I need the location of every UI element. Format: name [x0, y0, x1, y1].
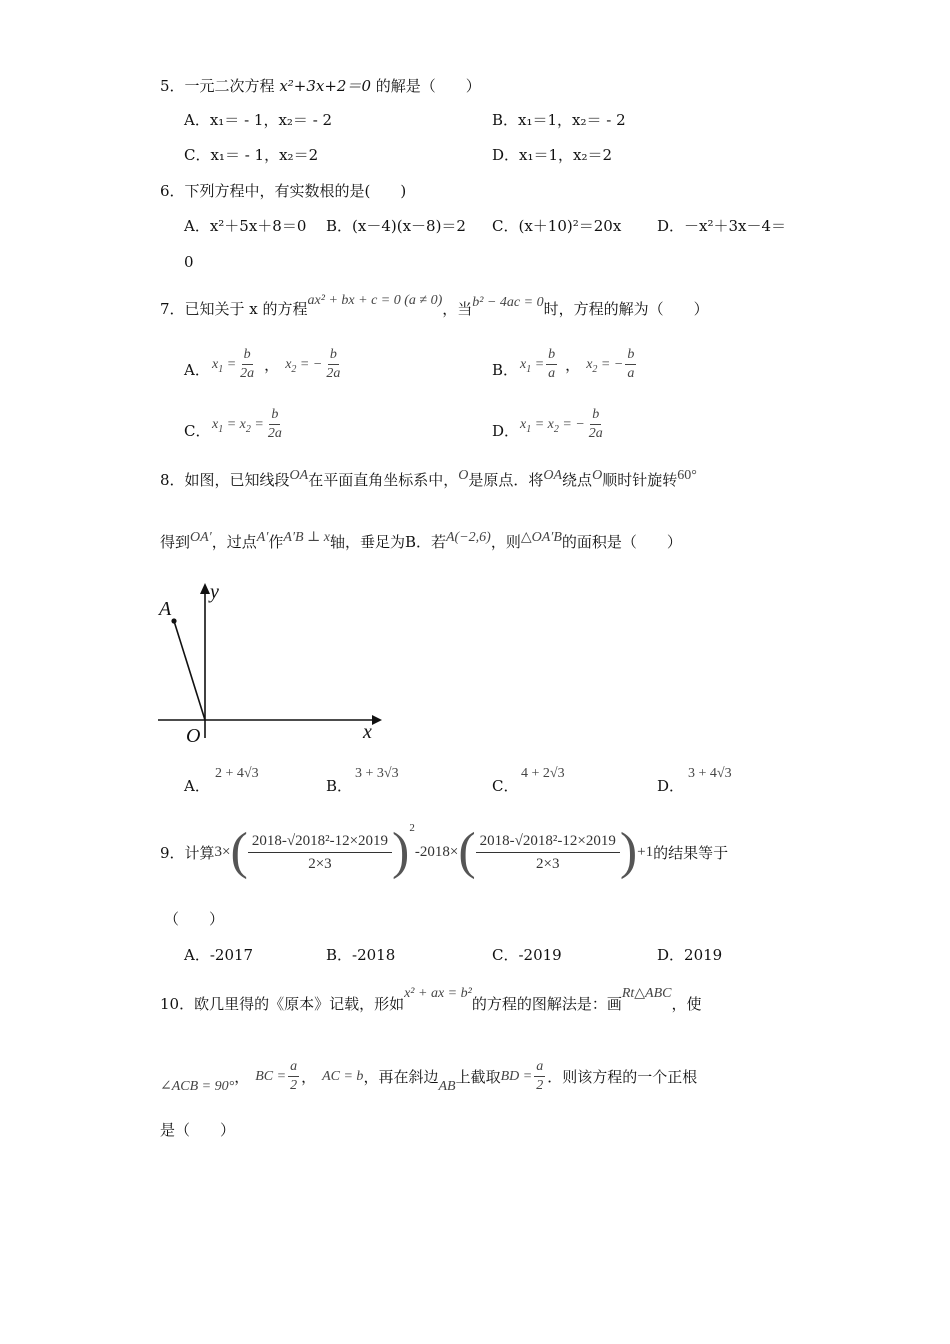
- q7-option-a-math: $x_1$ = $\frac{b}{2a}$ ， $x_2$ = − $\frac{b}{2a}$: [212, 347, 341, 381]
- point-a: [171, 618, 176, 623]
- q9-option-b: B．-2018: [326, 946, 396, 964]
- q9-stem: 9．计算 3× ( $\frac{\text{2018-√2018²-12×2019}}{2\times 3}$ ) 2 -2018× ( $\frac{\text{2018-√2018²-12×2019}}{2\times 3}$ ) +1 的结果等于: [160, 822, 729, 880]
- q8-option-d-label: D．: [657, 777, 685, 795]
- q5-stem: 5．一元二次方程 x²+3x+2＝0 的解是（ ）: [160, 77, 481, 95]
- q10-line-2: ∠ACB = 90° ， BC = $\frac{a}{2}$ ， AC = b ，再在斜边 AB 上截取 BD = $\frac{a}{2}$ ．则该方程的一个正根: [160, 1059, 698, 1094]
- q7-option-d-math: $x_1 = x_2$ = − $\frac{b}{2a}$: [520, 407, 603, 441]
- q9-option-c: C．-2019: [492, 946, 562, 964]
- q7-option-d-label: D．: [492, 422, 520, 440]
- q6-option-c: C．(x＋10)²＝20x: [492, 217, 622, 235]
- q9-blank: （ ）: [164, 910, 225, 928]
- q7-option-a-label: A．: [184, 361, 210, 379]
- q10-line-1: 10．欧几里得的《原本》记载，形如x² + ax = b²的方程的图解法是：画Rt△ABC，使: [160, 986, 702, 1013]
- q9-option-d: D．2019: [657, 946, 723, 964]
- q5-option-a: A．x₁＝ - 1，x₂＝ - 2: [184, 111, 333, 129]
- q7-option-c-math: $x_1 = x_2$ = $\frac{b}{2a}$: [212, 407, 282, 441]
- q7-equation: ax² + bx + c = 0 (a ≠ 0): [307, 293, 443, 308]
- q8-option-d-value: 3 + 4√3: [688, 766, 732, 781]
- segment-oa: [174, 621, 205, 720]
- q8-option-b-label: B．: [326, 777, 353, 795]
- q9-option-a: A．-2017: [184, 946, 254, 964]
- q8-option-c-label: C．: [492, 777, 519, 795]
- q6-option-b: B．(x－4)(x－8)＝2: [326, 217, 466, 235]
- q6-option-d-continued: 0: [184, 253, 194, 271]
- q8-option-a-label: A．: [184, 777, 210, 795]
- q5-option-b: B．x₁＝1，x₂＝ - 2: [492, 111, 626, 129]
- q8-option-c-value: 4 + 2√3: [521, 766, 565, 781]
- q5-option-d: D．x₁＝1，x₂＝2: [492, 146, 613, 164]
- q8-line-2: 得到OA′，过点A′作A′B ⊥ x轴，垂足为B．若A(−2,6)，则△OA′B的面积是（ ）: [160, 530, 682, 551]
- q6-stem: 6．下列方程中，有实数根的是( ): [160, 182, 407, 200]
- q7-stem: 7．已知关于 x 的方程ax² + bx + c = 0 (a ≠ 0)，当b² − 4ac = 0时，方程的解为（ ）: [160, 293, 709, 318]
- q8-coordinate-figure: [150, 578, 390, 748]
- q8-option-a-value: 2 + 4√3: [215, 766, 259, 781]
- q6-option-a: A．x²＋5x＋8＝0: [184, 217, 307, 235]
- label-y: y: [210, 581, 219, 603]
- y-axis-arrow-icon: [200, 583, 210, 594]
- q8-line-1: 8．如图，已知线段OA在平面直角坐标系中，O是原点．将OA绕点O顺时针旋转60°: [160, 468, 697, 489]
- label-a: A: [159, 598, 172, 620]
- q5-option-c: C．x₁＝ - 1，x₂＝2: [184, 146, 319, 164]
- q8-option-b-value: 3 + 3√3: [355, 766, 399, 781]
- q7-option-c-label: C．: [184, 422, 211, 440]
- label-x: x: [363, 721, 372, 743]
- q9-fraction-2: $\frac{\text{2018-√2018²-12×2019}}{2\times 3}$: [476, 830, 620, 875]
- q5-equation: x²+3x+2＝0: [279, 77, 372, 95]
- x-axis-arrow-icon: [372, 715, 382, 725]
- q9-fraction-1: $\frac{\text{2018-√2018²-12×2019}}{2\times 3}$: [248, 830, 392, 875]
- label-o: O: [186, 725, 201, 747]
- q10-line-3: 是（ ）: [160, 1121, 236, 1139]
- q7-option-b-math: $x_1$ = $\frac{b}{a}$ ， $x_2$ = − $\frac{b}{a}$: [520, 347, 635, 381]
- q7-condition: b² − 4ac = 0: [472, 295, 544, 310]
- q6-option-d: D．－x²＋3x－4＝: [657, 217, 787, 235]
- q7-option-b-label: B．: [492, 361, 519, 379]
